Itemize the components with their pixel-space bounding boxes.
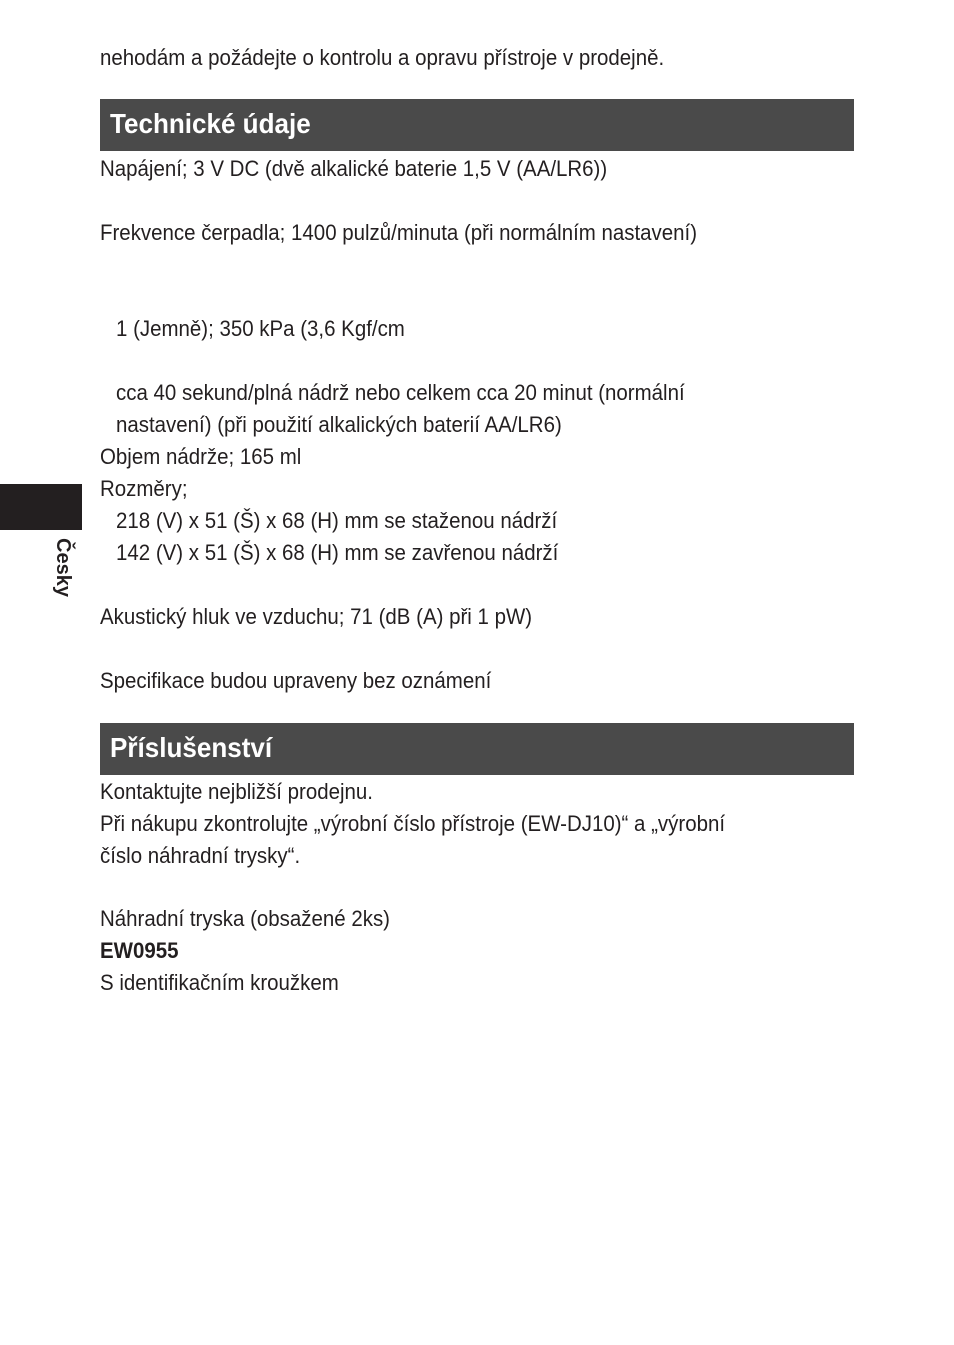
spec-operating-time-line2: nastavení) (při použití alkalických baterií AA/LR6) bbox=[116, 412, 562, 437]
accessories-section-header bbox=[100, 723, 854, 775]
spec-notice: Specifikace budou upraveny bez oznámení bbox=[100, 668, 492, 693]
spec-dimensions-extended: 218 (V) x 51 (Š) x 68 (H) mm se staženou nádrží bbox=[116, 508, 558, 533]
spec-pump-frequency: Frekvence čerpadla; 1400 pulzů/minuta (při normálním nastavení) bbox=[100, 220, 698, 245]
spec-tank-volume: Objem nádrže; 165 ml bbox=[100, 444, 302, 469]
nozzle-name: Náhradní tryska (obsažené 2ks) bbox=[100, 906, 391, 931]
accessories-purchase-line1: Při nákupu zkontrolujte „výrobní číslo přístroje (EW-DJ10)“ a „výrobní bbox=[100, 811, 726, 836]
spec-power: Napájení; 3 V DC (dvě alkalické baterie 1,5 V (AA/LR6)) bbox=[100, 156, 608, 181]
spec-dimensions-label: Rozměry; bbox=[100, 476, 188, 501]
intro-text: nehodám a požádejte o kontrolu a opravu přístroje v prodejně. bbox=[100, 45, 665, 70]
accessories-section-title: Příslušenství bbox=[110, 732, 273, 763]
spec-pressure: 1 (Jemně); 350 kPa (3,6 Kgf/cm bbox=[116, 316, 405, 341]
spec-dimensions-closed: 142 (V) x 51 (Š) x 68 (H) mm se zavřenou nádrží bbox=[116, 540, 559, 565]
nozzle-code: EW0955 bbox=[100, 938, 179, 963]
nozzle-note: S identifikačním kroužkem bbox=[100, 970, 339, 995]
language-tab-text: Česky bbox=[52, 538, 74, 597]
spec-noise: Akustický hluk ve vzduchu; 71 (dB (A) při 1 pW) bbox=[100, 604, 533, 629]
technical-section-header bbox=[100, 99, 854, 151]
spec-operating-time-line1: cca 40 sekund/plná nádrž nebo celkem cca 20 minut (normální bbox=[116, 380, 685, 405]
language-tab-label bbox=[48, 538, 78, 608]
accessories-contact: Kontaktujte nejbližší prodejnu. bbox=[100, 779, 373, 804]
technical-section-title: Technické údaje bbox=[110, 108, 311, 139]
language-tab-marker bbox=[0, 484, 82, 530]
accessories-purchase-line2: číslo náhradní trysky“. bbox=[100, 843, 301, 868]
